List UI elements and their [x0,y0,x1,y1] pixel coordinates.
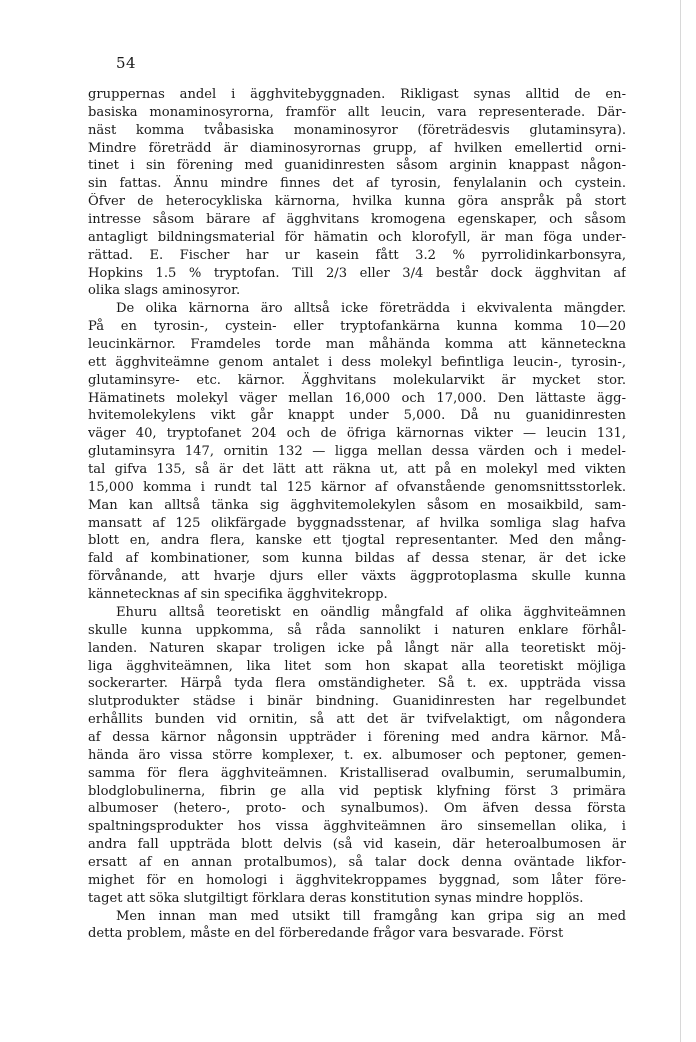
text-line: väger 40, tryptofanet 204 och de öfriga kärnornas vikter — leucin 131, [88,426,626,442]
text-line: glutaminsyra 147, ornitin 132 — ligga mellan dessa värden och i medel- [88,444,626,460]
body-text [88,86,626,943]
text-line: Men innan man med utsikt till framgång kan gripa sig an med [116,908,626,924]
text-line: slutprodukter städse i binär bindning. Guanidinresten har regelbundet [88,694,626,710]
text-line: Man kan alltså tänka sig ägghvitemolekylen såsom en mosaikbild, sam- [88,497,626,513]
text-line: skulle kunna uppkomma, så råda sannolikt i naturen enklare förhål- [88,622,626,638]
text-line: albumoser (hetero-, proto- och synalbumos). Om äfven dessa första [88,801,626,817]
text-line: fald af kombinationer, som kunna bildas af dessa stenar, är det icke [88,551,626,567]
text-line: gruppernas andel i ägghvitebyggnaden. Rikligast synas alltid de en- [88,87,626,102]
paragraph [88,86,626,300]
text-line: mighet för en homologi i ägghvitekroppames byggnad, som låter före- [88,872,626,888]
text-line: tal gifva 135, så är det lätt att räkna ut, att på en molekyl med vikten [88,462,626,478]
text-line: sockerarter. Härpå tyda flera omständigheter. Så t. ex. uppträda vissa [88,676,626,692]
text-line: liga ägghviteämnen, lika litet som hon skapat alla teoretiskt möjliga [88,658,626,674]
text-line: antagligt bildningsmaterial för hämatin och klorofyll, är man föga under- [88,229,626,245]
text-line: intresse såsom bärare af ägghvitans kromogena egenskaper, och såsom [88,212,626,228]
page-edge [680,0,681,1042]
text-line: sin fattas. Ännu mindre finnes det af tyrosin, fenylalanin och cystein. [88,176,626,192]
text-line: landen. Naturen skapar troligen icke på långt när alla teoretiskt möj- [88,640,626,656]
text-line: Ehuru alltså teoretiskt en oändlig mångfald af olika ägghviteämnen [116,604,626,620]
text-line: erhållits bunden vid ornitin, så att det är tvifvelaktigt, om någondera [88,712,626,728]
page-number: 54 [116,54,137,72]
text-line: taget att söka slutgiltigt förklara deras konstitution synas mindre hopplös. [88,890,584,906]
text-line: kännetecknas af sin specifika ägghvitekropp. [88,587,388,603]
text-line: Öfver de heterocykliska kärnorna, hvilka kunna göra anspråk på stort [88,194,626,210]
text-line: basiska monaminosyrorna, framför allt leucin, vara representerade. Där- [88,104,626,120]
text-line: ersatt af en annan protalbumos), så talar dock denna oväntade likfor- [88,854,626,870]
text-line: 15,000 komma i rundt tal 125 kärnor af ofvanstående genomsnittsstorlek. [88,479,626,495]
text-line: På en tyrosin-, cystein- eller tryptofankärna kunna komma 10—20 [88,319,626,335]
paragraph [88,908,626,944]
text-line: förvånande, att hvarje djurs eller växts äggprotoplasma skulle kunna [88,569,626,585]
text-line: Mindre företrädd är diaminosyrornas grupp, af hvilken emellertid orni- [88,140,626,156]
text-line: leucinkärnor. Framdeles torde man måhända komma att känneteckna [88,337,626,353]
text-line: blodglobulinerna, fibrin ge alla vid peptisk klyfning först 3 primära [88,783,626,799]
text-line: blott en, andra flera, kanske ett tjogtal representanter. Med den mång- [88,533,626,549]
text-line: Hopkins 1.5 % tryptofan. Till 2/3 eller 3/4 består dock ägghvitan af [88,265,626,281]
text-line: olika slags aminosyror. [88,283,241,299]
text-line: spaltningsprodukter hos vissa ägghviteämnen äro sinsemellan olika, i [88,819,626,835]
text-line: rättad. E. Fischer har ur kasein fått 3.2 % pyrrolidinkarbonsyra, [88,247,626,263]
paragraph [88,300,626,604]
text-line: ett ägghviteämne genom antalet i dess molekyl befintliga leucin-, tyrosin-, [88,354,626,370]
text-line: tinet i sin förening med guanidinresten såsom arginin knappast någon- [88,158,626,174]
text-line: af dessa kärnor någonsin uppträder i förening med andra kärnor. Må- [88,729,626,745]
text-line: Hämatinets molekyl väger mellan 16,000 och 17,000. Den lättaste ägg- [88,390,626,406]
text-line: samma för flera ägghviteämnen. Kristalliserad ovalbumin, serumalbumin, [88,765,626,781]
text-line: detta problem, måste en del förberedande frågor vara besvarade. Först [88,926,564,942]
text-line: De olika kärnorna äro alltså icke företrädda i ekvivalenta mängder. [116,301,626,317]
paragraph [88,604,626,908]
text-line: glutaminsyre- etc. kärnor. Ägghvitans molekularvikt är mycket stor. [88,372,626,388]
text-line: näst komma tvåbasiska monaminosyror (företrädesvis glutaminsyra). [88,122,626,138]
text-line: andra fall uppträda blott delvis (så vid kasein, där heteroalbumosen är [88,837,626,853]
text-line: mansatt af 125 olikfärgade byggnadsstenar, af hvilka somliga slag hafva [88,515,626,531]
text-line: hända äro vissa större komplexer, t. ex. albumoser och peptoner, gemen- [88,747,626,763]
text-line: hvitemolekylens vikt går knappt under 5,000. Då nu guanidinresten [88,408,626,424]
